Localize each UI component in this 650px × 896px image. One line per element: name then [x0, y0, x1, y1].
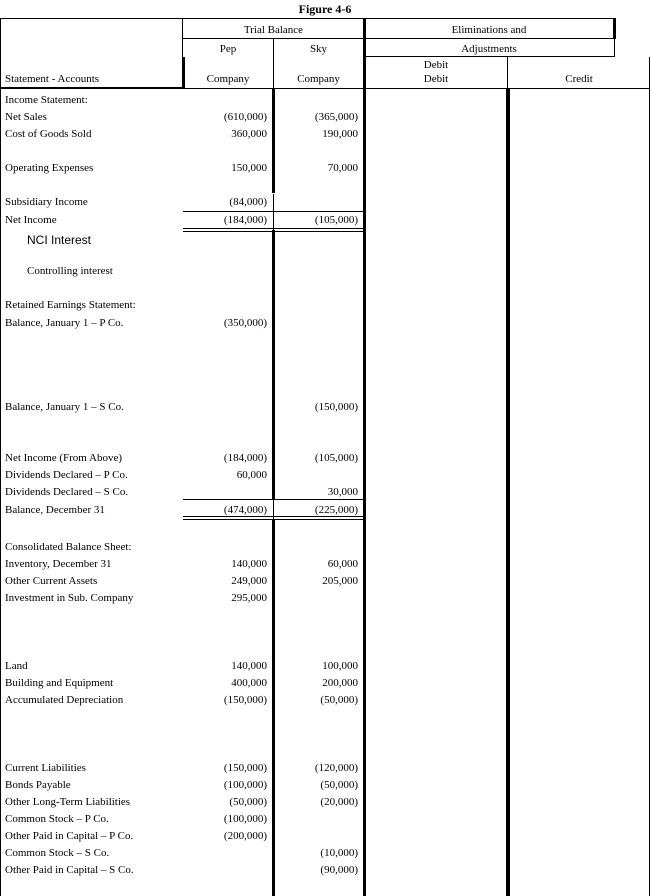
sky-value: 100,000 [322, 660, 358, 672]
net-income-bottom-rule-1 [183, 228, 364, 229]
sky-value: (225,000) [314, 504, 358, 516]
header-sky: Sky [309, 43, 328, 55]
adjustments-underline [364, 56, 615, 57]
row-label: Balance, December 31 [5, 504, 105, 516]
row-label: Income Statement: [5, 94, 88, 106]
sky-value: (365,000) [314, 111, 358, 123]
pep-value: (200,000) [223, 830, 267, 842]
pep-value: (150,000) [223, 694, 267, 706]
header-pep: Pep [219, 43, 237, 55]
row-label: Inventory, December 31 [5, 558, 112, 570]
sky-value: (50,000) [320, 779, 358, 791]
sky-value: 205,000 [322, 575, 358, 587]
pep-value: (50,000) [229, 796, 267, 808]
pep-value: 60,000 [236, 469, 267, 481]
header-debit-top: Debit [423, 59, 449, 71]
pep-sky-divider-header [273, 38, 274, 88]
row-label: Consolidated Balance Sheet: [5, 541, 132, 553]
pep-value: 360,000 [231, 128, 267, 140]
row-label: Current Liabilities [5, 762, 86, 774]
row-label: Net Income [5, 214, 57, 226]
row-label-controlling: Controlling interest [27, 265, 113, 277]
figure-title: Figure 4-6 [298, 2, 352, 16]
sky-value: (90,000) [320, 864, 358, 876]
sky-value: (150,000) [314, 401, 358, 413]
pep-value: 400,000 [231, 677, 267, 689]
row-label: Balance, January 1 – S Co. [5, 401, 124, 413]
header-top-rule [0, 18, 615, 19]
row-label: Net Sales [5, 111, 47, 123]
left-border [0, 18, 1, 896]
pep-value: 140,000 [231, 558, 267, 570]
pep-value: 140,000 [231, 660, 267, 672]
row-label: Common Stock – P Co. [5, 813, 109, 825]
net-income-bottom-rule-2 [183, 231, 364, 232]
accounts-divider-bold [182, 57, 185, 89]
row-label: Other Long-Term Liabilities [5, 796, 131, 808]
balance-dec-bottom-rule-2 [183, 519, 364, 520]
header-adjustments: Adjustments [461, 43, 517, 55]
pep-value: (350,000) [223, 317, 267, 329]
row-label: Land [5, 660, 28, 672]
row-label: Investment in Sub. Company [5, 592, 134, 604]
sky-value: (50,000) [320, 694, 358, 706]
row-label: Accumulated Depreciation [5, 694, 124, 706]
row-label: Other Paid in Capital – P Co. [5, 830, 134, 842]
elim-right-border-thin [614, 38, 615, 57]
row-label: Common Stock – S Co. [5, 847, 110, 859]
sky-value: 70,000 [327, 162, 358, 174]
header-bottom-rule-bold [0, 87, 184, 89]
sky-value: 60,000 [327, 558, 358, 570]
sky-value: 190,000 [322, 128, 358, 140]
eliminations-underline [364, 38, 615, 39]
header-trial-balance: Trial Balance [243, 24, 304, 36]
row-label-nci: NCI Interest [27, 233, 92, 247]
elim-right-border [613, 18, 616, 39]
row-label: Other Paid in Capital – S Co. [5, 864, 134, 876]
accounts-divider-top [182, 18, 183, 58]
header-accounts: Statement - Accounts [5, 73, 100, 85]
row-label: Cost of Goods Sold [5, 128, 92, 140]
pep-value: (474,000) [223, 504, 267, 516]
row-label: Operating Expenses [5, 162, 94, 174]
sky-value: 200,000 [322, 677, 358, 689]
row-label: Retained Earnings Statement: [5, 299, 136, 311]
pep-value: (184,000) [223, 214, 267, 226]
pep-value: (184,000) [223, 452, 267, 464]
header-company-pep: Company [206, 73, 250, 85]
pep-value: (100,000) [223, 813, 267, 825]
header-company-sky: Company [297, 73, 340, 85]
sky-value: (20,000) [320, 796, 358, 808]
row-label: Other Current Assets [5, 575, 98, 587]
net-income-top-rule [183, 211, 364, 212]
pep-value: (150,000) [223, 762, 267, 774]
debit-credit-divider-header [507, 57, 508, 89]
debit-credit-divider [506, 88, 510, 896]
header-eliminations: Eliminations and [451, 24, 527, 36]
sky-value: (120,000) [314, 762, 358, 774]
pep-value: (100,000) [223, 779, 267, 791]
pep-value: 249,000 [231, 575, 267, 587]
row-label: Dividends Declared – S Co. [5, 486, 129, 498]
pep-value: (610,000) [223, 111, 267, 123]
row-label: Balance, January 1 – P Co. [5, 317, 124, 329]
header-credit: Credit [565, 73, 593, 85]
sky-value: (10,000) [320, 847, 358, 859]
row-label: Dividends Declared – P Co. [5, 469, 128, 481]
trial-elim-divider [363, 18, 366, 896]
pep-value: 295,000 [231, 592, 267, 604]
sky-value: 30,000 [327, 486, 358, 498]
pep-value: 150,000 [231, 162, 267, 174]
row-label: Net Income (From Above) [5, 452, 122, 464]
header-debit: Debit [423, 73, 449, 85]
sky-value: (105,000) [314, 214, 358, 226]
row-label: Bonds Payable [5, 779, 71, 791]
balance-dec-top-rule [183, 499, 364, 500]
sky-value: (105,000) [314, 452, 358, 464]
pep-value: (84,000) [229, 196, 267, 208]
row-label: Building and Equipment [5, 677, 114, 689]
row-label: Subsidiary Income [5, 196, 88, 208]
